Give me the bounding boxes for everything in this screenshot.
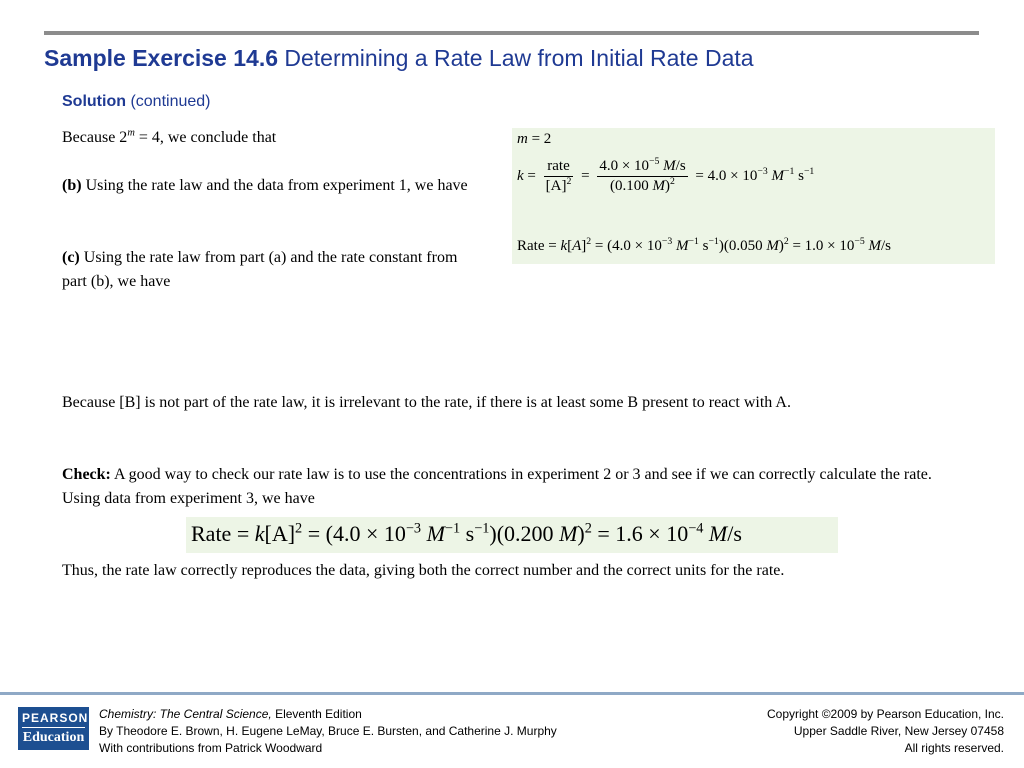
copyright-line: Copyright ©2009 by Pearson Education, Inc.	[767, 707, 1004, 721]
equation-k: k = $\frac{\text{rate}}{[A]^2}$ = $\frac{4.0 \times 10^{-5} M/s}{(0.100 M)^2}$ = $4.0 \times 10^{-3}$ $M^{-1}$ $s^{-1}$	[517, 156, 815, 194]
equation-rate-check: Rate = $k[A]^2 = (4.0 \times 10^{-3}$ $M^{-1}$ $s^{-1})(0.200$ $M)^2 = 1.6 \times 10^{-4}$ M/s	[191, 520, 742, 546]
subtitle-solution: Solution	[62, 93, 126, 110]
book-title: Chemistry: The Central Science,	[99, 707, 272, 721]
part-c-label: (c)	[62, 249, 80, 266]
p1-pre: Because 2	[62, 129, 128, 146]
p1-sup: m	[127, 127, 135, 139]
footer-citation	[99, 706, 557, 757]
footer-copyright	[767, 706, 1004, 757]
page-title	[44, 45, 754, 72]
equation-box-solution	[512, 128, 995, 264]
book-edition: Eleventh Edition	[271, 707, 362, 721]
part-c-text: Using the rate law from part (a) and the rate constant from part (b), we have	[62, 249, 458, 290]
title-topic: Determining a Rate Law from Initial Rate Data	[284, 45, 754, 71]
address-line: Upper Saddle River, New Jersey 07458	[793, 724, 1004, 738]
paragraph-part-b	[62, 174, 482, 198]
rights-line: All rights reserved.	[904, 741, 1004, 755]
equation-rate-part-c: Rate = $k[A]^2 = (4.0 \times 10^{-3}$ $M^{-1}$ $s^{-1})(0.050$ $M)^2 = 1.0 \times 10^{-5}$ M/s	[517, 236, 892, 254]
check-text: A good way to check our rate law is to use the concentrations in experiment 2 or 3 and see if we can correctly calculate the rate. Using data from experiment 3, we have	[62, 466, 932, 507]
equation-box-check	[186, 517, 838, 553]
paragraph-conclusion-check: Thus, the rate law correctly reproduces the data, giving both the correct number and the correct units for the rate.	[62, 562, 785, 579]
p1-post: = 4, we conclude that	[134, 129, 277, 146]
check-label: Check:	[62, 466, 111, 483]
fraction-values: $\frac{4.0 \times 10^{-5} M/s}{(0.100 M)^2}$	[599, 156, 686, 194]
pearson-logo: PEARSON Education	[18, 707, 89, 750]
paragraph-check	[62, 463, 942, 511]
subtitle-continued: (continued)	[130, 93, 211, 110]
equation-m: m = 2	[517, 131, 552, 147]
book-contributions: With contributions from Patrick Woodward	[99, 741, 323, 755]
title-exercise: Sample Exercise 14.6	[44, 45, 278, 71]
part-b-text: Using the rate law and the data from experiment 1, we have	[81, 177, 468, 194]
footer-rule	[0, 692, 1024, 695]
top-rule	[44, 31, 979, 35]
book-authors: By Theodore E. Brown, H. Eugene LeMay, Bruce E. Bursten, and Catherine J. Murphy	[99, 724, 557, 738]
fraction-rate-over-conc: $\frac{\text{rate}}{[A]^2}$	[545, 158, 572, 194]
section-subtitle	[62, 93, 210, 111]
paragraph-part-c	[62, 246, 462, 294]
paragraph-b-irrelevant: Because [B] is not part of the rate law, it is irrelevant to the rate, if there is at least some B present to react with A.	[62, 394, 791, 411]
part-b-label: (b)	[62, 177, 82, 194]
paragraph-conclusion	[62, 126, 482, 150]
